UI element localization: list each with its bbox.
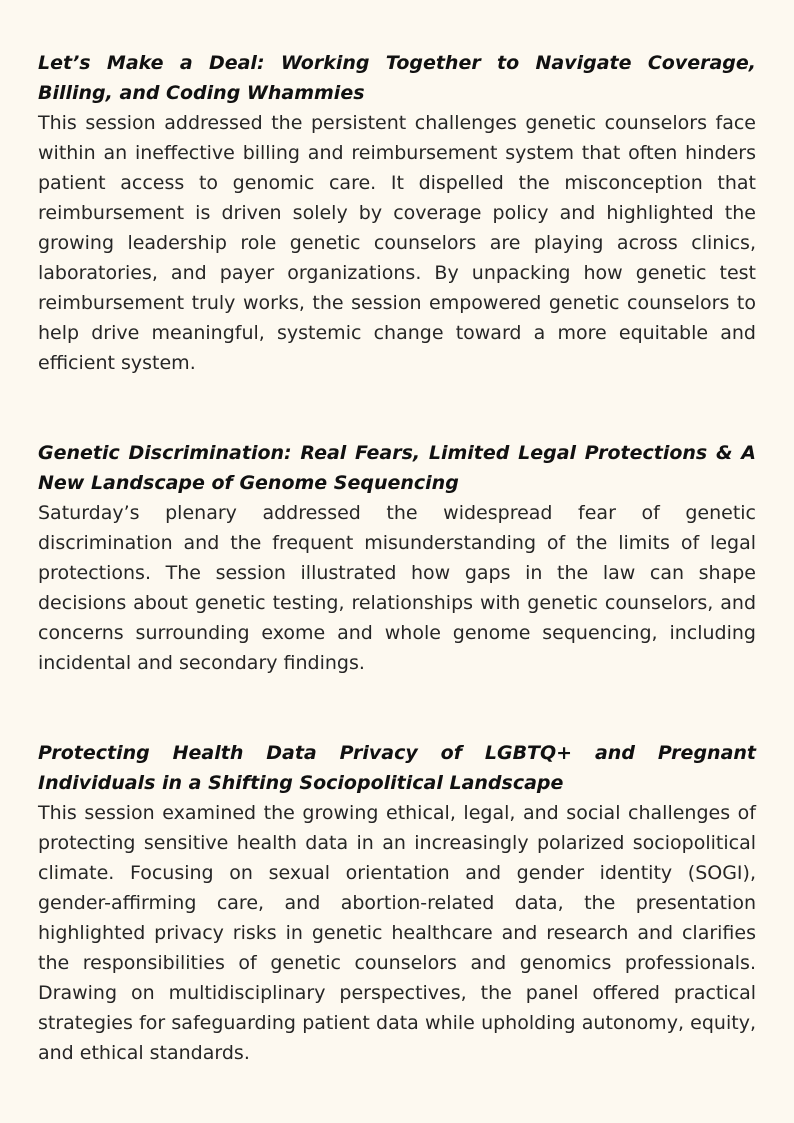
section-title: Let’s Make a Deal: Working Together to Navigate Coverage, Billing, and Coding Whammies [38, 52, 756, 104]
section-body: Saturday’s plenary addressed the widespread fear of genetic discrimination and the frequent misunderstanding of the limits of legal protections. The session illustrated how gaps in the law can shape decisions about genetic testing, relationships with genetic counselors, and concerns surrounding exome and whole genome sequencing, including incidental and secondary findings. [38, 502, 756, 674]
section-title: Genetic Discrimination: Real Fears, Limited Legal Protections & A New Landscape of Genome Sequencing [38, 442, 756, 494]
session-genetic-discrimination [38, 438, 756, 678]
section-body: This session examined the growing ethical, legal, and social challenges of protecting sensitive health data in an increasingly polarized sociopolitical climate. Focusing on sexual orientation and gender identity (SOGI), gender-affirming care, and abortion-related data, the presentation highlighted privacy risks in genetic healthcare and research and clarifies the responsibilities of genetic counselors and genomics professionals. Drawing on multidisciplinary perspectives, the panel offered practical strategies for safeguarding patient data while upholding autonomy, equity, and ethical standards. [38, 802, 756, 1064]
section-body: This session addressed the persistent challenges genetic counselors face within an ineffective billing and reimbursement system that often hinders patient access to genomic care. It dispelled the misconception that reimbursement is driven solely by coverage policy and highlighted the growing leadership role genetic counselors are playing across clinics, laboratories, and payer organizations. By unpacking how genetic test reimbursement truly works, the session empowered genetic counselors to help drive meaningful, systemic change toward a more equitable and efficient system. [38, 112, 756, 374]
session-data-privacy [38, 738, 756, 1068]
section-title: Protecting Health Data Privacy of LGBTQ+ and Pregnant Individuals in a Shifting Sociopolitical Landscape [38, 742, 756, 794]
session-billing [38, 48, 756, 378]
